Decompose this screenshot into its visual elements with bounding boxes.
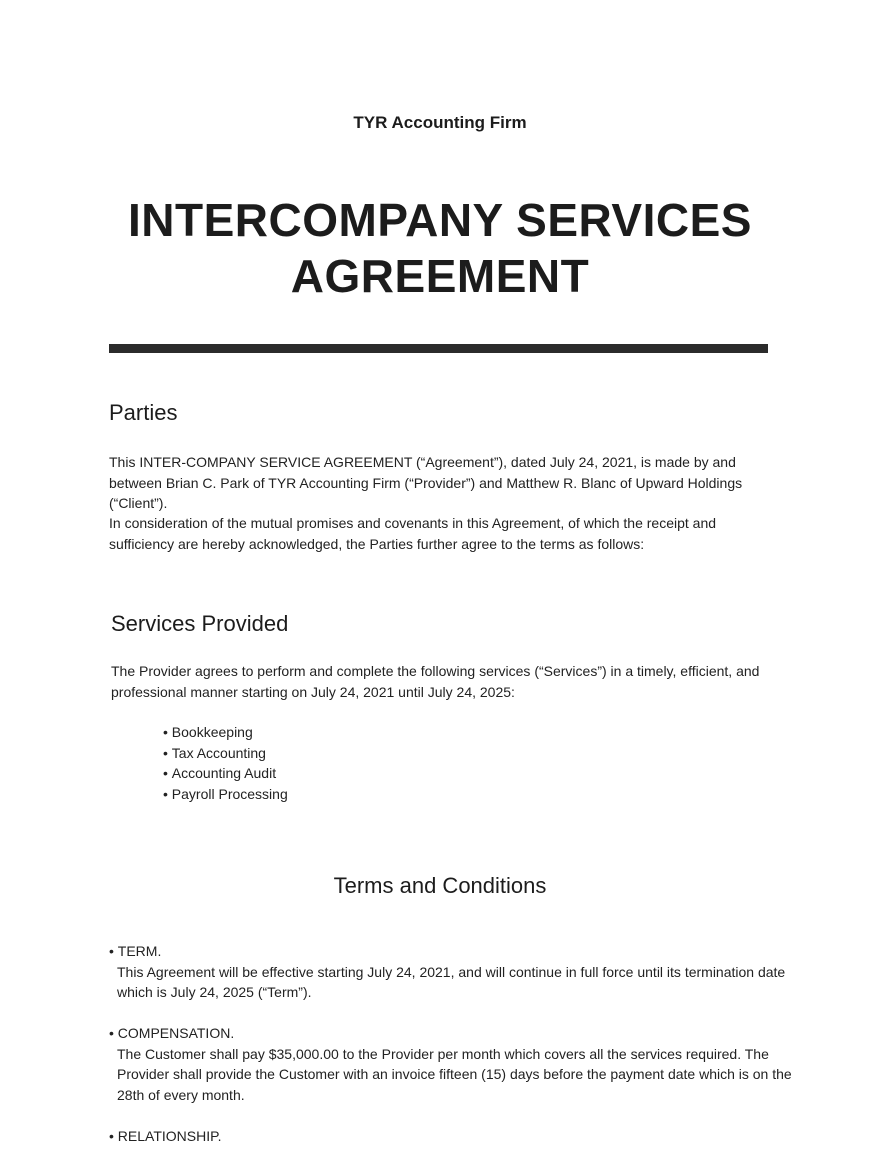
services-list [163,722,288,804]
parties-paragraph-1: This INTER-COMPANY SERVICE AGREEMENT (“Agreement”), dated July 24, 2021, is made by and between Brian C. Park of TYR Accounting Firm (“Provider”) and Matthew R. Blanc of Upward Holdings (“Client”). [109,454,743,511]
parties-paragraph-2: In consideration of the mutual promises and covenants in this Agreement, of which the receipt and sufficiency are hereby acknowledged, the Parties further agree to the terms as follows: [109,515,717,552]
term-item [109,1126,799,1147]
term-item [109,941,799,1003]
list-item: • Bookkeeping [163,722,288,743]
term-title: • COMPENSATION. [109,1023,799,1044]
terms-heading: Terms and Conditions [333,873,547,898]
title-line-2: AGREEMENT [290,250,590,302]
term-body: This Agreement will be effective starting July 24, 2021, and will continue in full force until its termination date which is July 24, 2025 (“Term”). [117,963,786,1000]
term-title: • TERM. [109,941,799,962]
parties-heading: Parties [109,400,178,425]
term-body: The Customer shall pay $35,000.00 to the Provider per month which covers all the services required. The Provider shall provide the Customer with an invoice fifteen (15) days before the payment date which is on the 28th of every month. [117,1045,792,1103]
list-item: • Payroll Processing [163,784,288,805]
title-divider [109,344,768,353]
services-intro: The Provider agrees to perform and complete the following services (“Services”) in a timely, efficient, and professional manner starting on July 24, 2021 until July 24, 2025: [111,663,760,700]
title-line-1: INTERCOMPANY SERVICES [128,194,752,246]
terms-list [109,941,799,1167]
services-heading: Services Provided [111,611,289,636]
list-item: • Accounting Audit [163,763,288,784]
document-title [80,192,800,304]
term-item [109,1023,799,1105]
term-title: • RELATIONSHIP. [109,1126,799,1147]
firm-name: TYR Accounting Firm [353,113,527,132]
list-item: • Tax Accounting [163,743,288,764]
